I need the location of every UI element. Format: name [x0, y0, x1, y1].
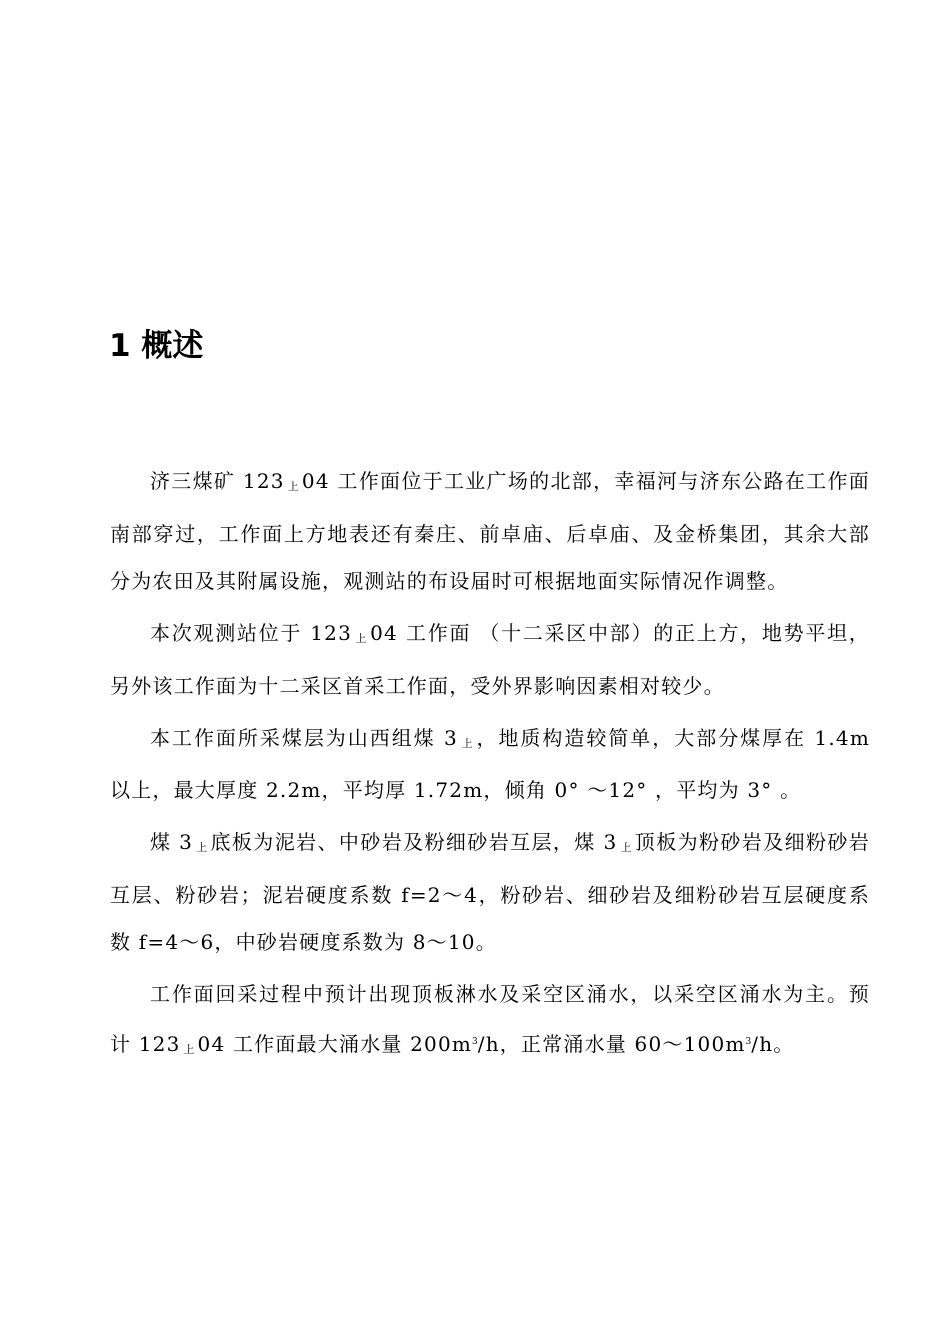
subscript-upper: 上	[196, 841, 208, 854]
subscript-upper: 上	[287, 480, 299, 493]
section-heading: 1 概述	[109, 328, 204, 364]
text-run: 济三煤矿 123	[150, 469, 285, 493]
paragraph-overview-location	[110, 458, 870, 606]
text-run: 顶板为粉砂岩及细粉砂岩互层、粉砂岩；泥岩硬度系数 f=2～4，粉砂岩、细砂岩及细粉砂岩互层硬度系数 f=4～6，中砂岩硬度系数为 8～10。	[110, 830, 871, 954]
superscript-cubed: 3	[472, 1036, 478, 1047]
text-run: 底板为泥岩、中砂岩及粉细砂岩互层，煤 3	[210, 830, 618, 854]
text-run: 本次观测站位于 123	[150, 621, 353, 645]
text-run: 本工作面所采煤层为山西组煤 3	[150, 725, 458, 750]
subscript-upper: 上	[620, 841, 632, 854]
text-run: ，地质构造较简单，大部分煤厚在 1.4m 以上，最大厚度 2.2m，平均厚 1.72m，倾角 0° ～12° ，平均为 3° 。	[110, 725, 870, 802]
text-run: 工作面回采过程中预计出现顶板淋水及采空区涌水，以采空区涌水为主。预计 123	[110, 982, 870, 1056]
text-run: 04 工作面最大涌水量 200m	[197, 1031, 473, 1056]
subscript-upper: 上	[460, 736, 474, 750]
paragraph-roof-floor	[110, 819, 870, 967]
text-run: 煤 3	[150, 830, 194, 854]
section-body	[110, 458, 870, 1073]
subscript-upper: 上	[183, 1042, 195, 1056]
text-run: /h。	[751, 1031, 795, 1056]
paragraph-coal-seam	[110, 715, 870, 815]
superscript-cubed: 3	[745, 1036, 752, 1047]
text-run: 04 工作面 （十二采区中部）的正上方，地势平坦，另外该工作面为十二采区首采工作面，受外界影响因素相对较少。	[110, 621, 871, 698]
paragraph-station-position	[110, 610, 870, 710]
text-run: 04 工作面位于工业广场的北部，幸福河与济东公路在工作面南部穿过，工作面上方地表还有秦庄、前卓庙、后卓庙、及金桥集团，其余大部分为农田及其附属设施，观测站的布设届时可根据地面实际情况作调整。	[110, 469, 870, 593]
text-run: /h，正常涌水量 60～100m	[477, 1031, 746, 1056]
paragraph-water-inflow	[110, 971, 870, 1073]
subscript-upper: 上	[355, 632, 368, 645]
